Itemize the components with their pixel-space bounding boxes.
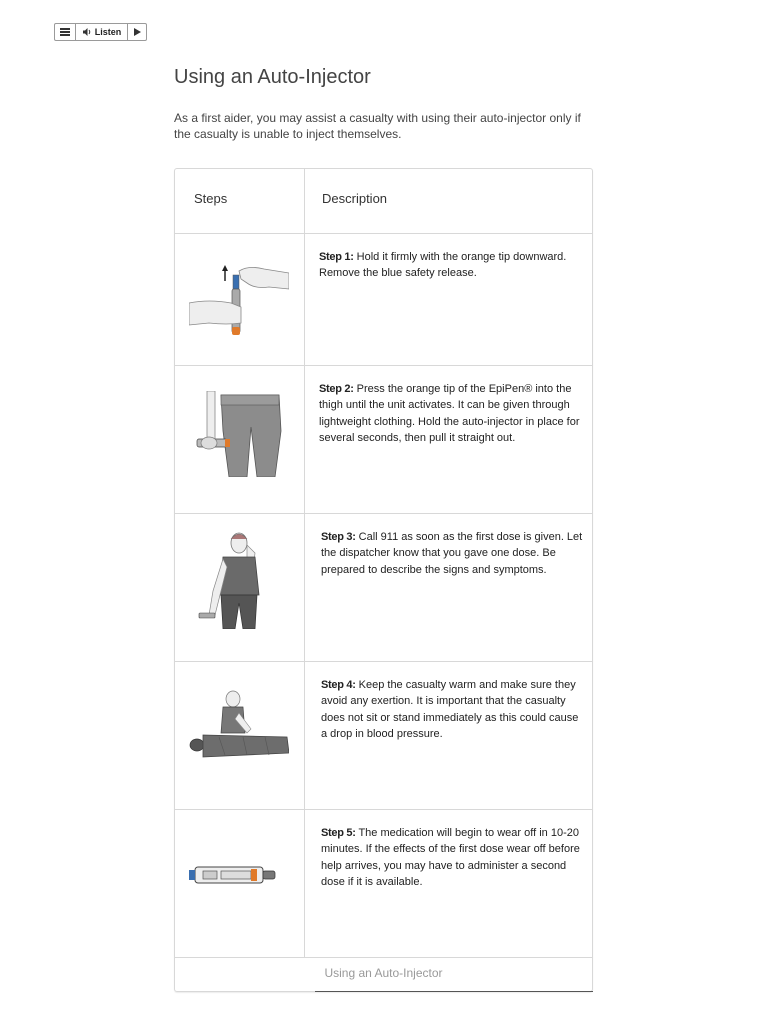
table-row — [175, 809, 592, 958]
table-row — [175, 661, 592, 810]
step-label: Step 5: — [321, 827, 356, 839]
listen-label: Listen — [94, 27, 122, 37]
table-row — [175, 513, 592, 662]
casualty-under-blanket-icon — [189, 689, 289, 765]
speaker-icon — [82, 27, 92, 37]
step-label: Step 4: — [321, 679, 356, 691]
step-description: Hold it firmly with the orange tip downward. Remove the blue safety release. — [319, 251, 567, 280]
step-description: Keep the casualty warm and make sure they avoid any exertion. It is important that the casualty does not sit or stand immediately as this could cause a drop in blood pressure. — [321, 679, 579, 740]
step-description: The medication will begin to wear off in 10-20 minutes. If the effects of the first dose wear off before help arrives, you may have to administer a second dose if it is available. — [321, 827, 580, 888]
injecting-thigh-icon — [189, 391, 289, 477]
step-label: Step 3: — [321, 531, 356, 543]
header-description: Description — [322, 191, 388, 206]
hamburger-icon — [60, 28, 70, 36]
step-label: Step 2: — [319, 383, 354, 395]
steps-table — [174, 168, 593, 992]
step-description: Call 911 as soon as the first dose is given. Let the dispatcher know that you gave one dose. Be prepared to describe the signs and symptoms. — [321, 531, 583, 576]
page-title: Using an Auto-Injector — [174, 66, 371, 88]
menu-button[interactable] — [55, 24, 76, 40]
intro-paragraph: As a first aider, you may assist a casualty with using their auto-injector only if the casualty is unable to inject themselves. — [174, 111, 581, 141]
header-steps: Steps — [194, 191, 228, 206]
table-caption: Using an Auto-Injector — [324, 966, 443, 980]
person-on-phone-icon — [189, 531, 289, 629]
step-description: Press the orange tip of the EpiPen® into the thigh until the unit activates. It can be given through lightweight clothing. Hold the auto-injector in place for several seconds, then pull it straight out. — [319, 383, 580, 444]
table-row — [175, 365, 592, 514]
table-row — [175, 233, 592, 366]
table-caption-row — [175, 957, 592, 991]
hand-removing-safety-release-icon — [189, 263, 289, 345]
listen-button[interactable] — [76, 24, 128, 40]
table-header-row — [175, 169, 592, 234]
play-icon — [134, 28, 141, 36]
auto-injector-device-icon — [189, 863, 289, 887]
play-button[interactable] — [128, 24, 146, 40]
listen-toolbar — [54, 23, 147, 41]
step-label: Step 1: — [319, 251, 354, 263]
